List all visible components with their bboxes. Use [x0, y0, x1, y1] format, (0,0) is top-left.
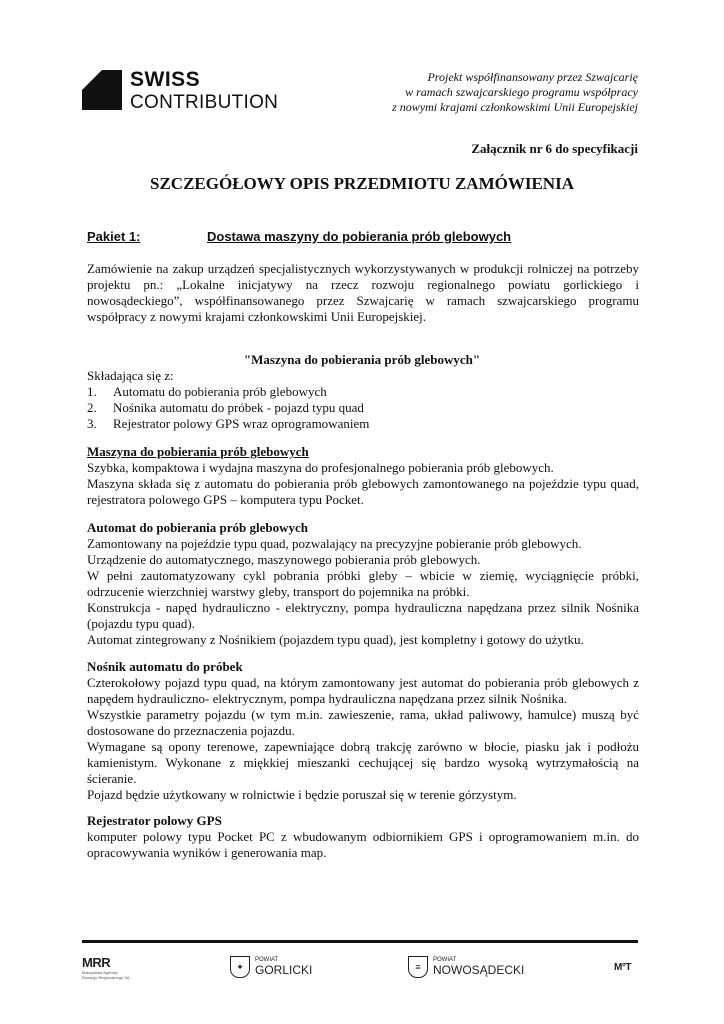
list-item [87, 416, 639, 432]
machine-heading: "Maszyna do pobierania prób glebowych" [243, 352, 481, 367]
list-item-number: 2. [87, 400, 97, 415]
section-machine [87, 444, 639, 508]
list-item-text: Automatu do pobierania prób glebowych [113, 384, 327, 399]
list-item-text: Nośnika automatu do próbek - pojazd typu quad [113, 400, 364, 415]
logo-swiss-text: SWISS [130, 68, 201, 91]
mt-logo-mark: M°T [614, 961, 631, 973]
gorlice-crest-icon: ✦ [230, 956, 250, 978]
section-paragraph: Urządzenie do automatycznego, maszynowego pobierania prób glebowych. [87, 552, 481, 567]
section-heading: Automat do pobierania prób glebowych [87, 520, 309, 535]
section-paragraph: Czterokołowy pojazd typu quad, na którym zamontowany jest automat do pobierania prób glebowych z napędem hydrauliczno- elektrycznym, pompa hydrauliczna napędzana przez silnik Nośnika. [87, 675, 639, 706]
gorlice-logo-big: GORLICKI [255, 963, 313, 977]
list-item [87, 400, 639, 416]
gorlice-logo-small: POWIAT [255, 957, 279, 963]
nowy-sacz-logo-big: NOWOSĄDECKI [433, 963, 525, 977]
section-heading: Nośnik automatu do próbek [87, 659, 243, 674]
nowy-sacz-crest-icon: ≡ [408, 956, 428, 978]
list-item-text: Rejestrator polowy GPS wraz oprogramowaniem [113, 416, 370, 431]
section-paragraph: Szybka, kompaktowa i wydajna maszyna do profesjonalnego pobierania prób glebowych. [87, 460, 554, 475]
mrr-logo-subtitle: Małopolska Agencja Rozwoju Regionalnego SA [82, 969, 130, 980]
swiss-contribution-logo-mark [82, 70, 122, 110]
section-automat [87, 520, 639, 648]
section-paragraph: Maszyna składa się z automatu do pobierania prób glebowych zamontowanego na pojeździe typu quad, rejestratora polowego GPS – komputera typu Pocket. [87, 476, 639, 507]
logo-contribution-text: CONTRIBUTION [130, 92, 279, 113]
package-description: Dostawa maszyny do pobierania prób glebowych [207, 229, 512, 244]
package-label: Pakiet 1: [87, 229, 141, 244]
mrr-logo [82, 952, 130, 982]
powiat-nowosadecki-logo [408, 952, 524, 982]
section-paragraph: komputer polowy typu Pocket PC z wbudowanym odbiornikiem GPS i oprogramowaniem m.in. do opracowywania wyników i generowania map. [87, 829, 639, 860]
section-paragraph: Automat zintegrowany z Nośnikiem (pojazdem typu quad), jest kompletny i gotowy do użytku. [87, 632, 584, 647]
section-heading: Rejestrator polowy GPS [87, 813, 222, 828]
mrr-logo-mark: MRR [82, 954, 111, 970]
list-item [87, 384, 639, 400]
mt-logo [614, 952, 631, 982]
section-gps [87, 813, 639, 861]
intro-paragraph: Zamówienie na zakup urządzeń specjalistycznych wykorzystywanych w produkcji rolniczej na potrzeby projektu pn.: „Lokalne inicjatywy na rzecz rozwoju regionalnego powiatu gorlickiego i nowosądeckiego”, współfinansowanego przez Szwajcarię w ramach szwajcarskiego programu współpracy z nowymi krajami członkowskimi Unii Europejskiej. [87, 261, 639, 324]
section-carrier [87, 659, 639, 803]
header-note-line: Projekt współfinansowany przez Szwajcarię [427, 70, 638, 84]
section-paragraph: W pełni zautomatyzowany cykl pobrania próbki gleby – wbicie w ziemię, wyciągnięcie próbki, odrzucenie wierzchniej warstwy gleby, transport do pojemnika na próbki. [87, 568, 639, 599]
header-cofinancing-note [338, 70, 638, 115]
nowy-sacz-logo-small: POWIAT [433, 957, 457, 963]
section-heading: Maszyna do pobierania prób glebowych [87, 444, 309, 459]
section-paragraph: Wszystkie parametry pojazdu (w tym m.in. zawieszenie, rama, układ paliwowy, hamulce) muszą być dostosowane do przeznaczenia pojazdu. [87, 707, 639, 738]
components-list [87, 384, 639, 432]
header-note-line: z nowymi krajami członkowskimi Unii Europejskiej [392, 100, 638, 114]
section-paragraph: Konstrukcja - napęd hydrauliczno - elektryczny, pompa hydrauliczna napędzana przez silnik Nośnika (pojazdu typu quad). [87, 600, 639, 631]
components-block [87, 368, 639, 432]
document-title: SZCZEGÓŁOWY OPIS PRZEDMIOTU ZAMÓWIENIA [150, 174, 574, 193]
section-paragraph: Pojazd będzie użytkowany w rolnictwie i będzie poruszał się w terenie górzystym. [87, 787, 517, 802]
composition-label: Składająca się z: [87, 368, 174, 383]
footer-divider [82, 940, 638, 943]
header-note-line: w ramach szwajcarskiego programu współpracy [405, 85, 638, 99]
annex-label: Załącznik nr 6 do specyfikacji [471, 141, 638, 156]
powiat-gorlicki-logo [230, 952, 312, 982]
list-item-number: 1. [87, 384, 97, 399]
section-paragraph: Wymagane są opony terenowe, zapewniające dobrą trakcję zarówno w błocie, piasku jak i podłożu kamienistym. Wykonane z miękkiej mieszanki cechującej się bardzo wysoką wytrzymałością na ścieranie. [87, 739, 639, 786]
section-paragraph: Zamontowany na pojeździe typu quad, pozwalający na precyzyjne pobieranie prób glebowych. [87, 536, 582, 551]
list-item-number: 3. [87, 416, 97, 431]
